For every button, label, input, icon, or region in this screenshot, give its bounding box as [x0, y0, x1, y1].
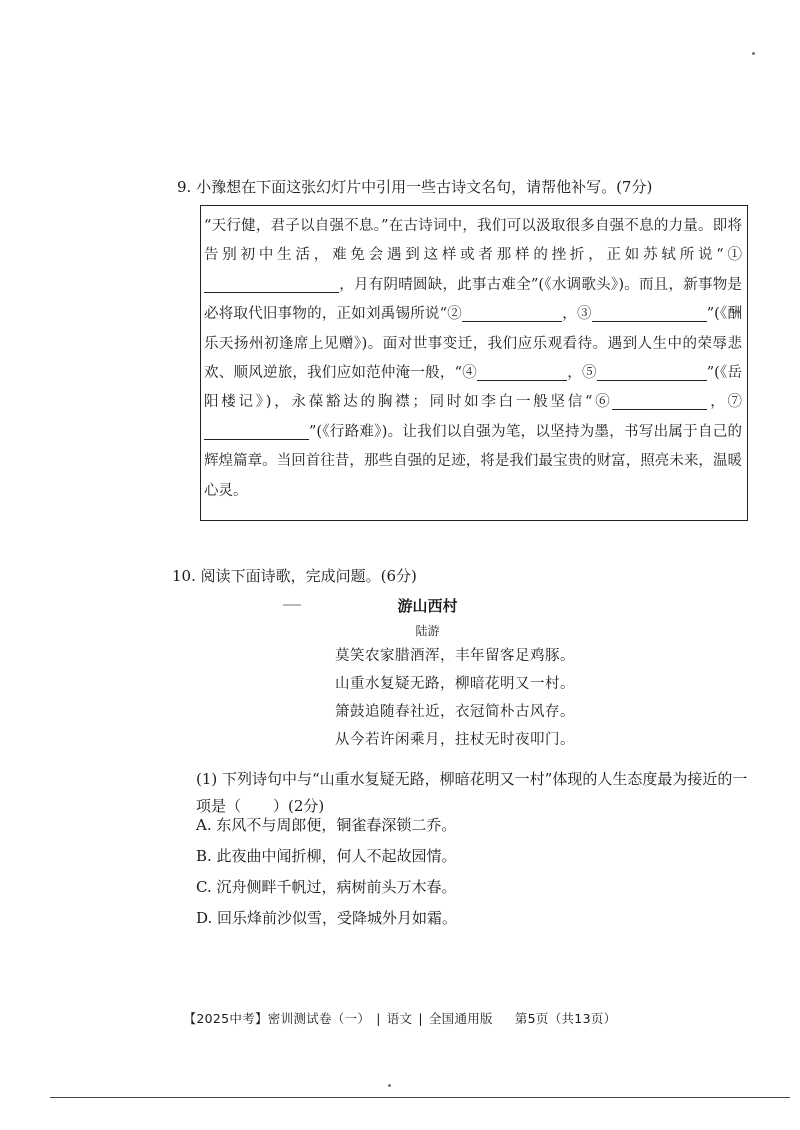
option-b[interactable]: B. 此夜曲中闻折柳，何人不起故园情。 [196, 847, 457, 865]
poem-line: 山重水复疑无路，柳暗花明又一村。 [335, 676, 575, 692]
slide-text-part: ，月有阴晴圆缺，此事古难全”(《水调歌头》)。而且，新事物是必将取代旧事物的，正如刘禹锡所说“ [204, 276, 742, 323]
blank-4[interactable] [477, 362, 567, 381]
scan-speck [388, 1084, 391, 1087]
slide-text-part: ， [566, 365, 582, 382]
sub-question-stem: (1) 下列诗句中与“山重水复疑无路，柳暗花明又一村”体现的人生态度最为接近的一项是（ [196, 770, 748, 815]
poem-line: 从今若许闲乘月，拄杖无时夜叩门。 [335, 732, 575, 748]
blank-marker-3: ③ [577, 306, 592, 323]
page-footer [0, 1009, 800, 1027]
poem-line: 莫笑农家腊酒浑，丰年留客足鸡豚。 [335, 648, 575, 664]
slide-text-part: ， [562, 306, 578, 323]
blank-marker-4: ④ [461, 365, 477, 382]
scan-speck [752, 52, 755, 55]
blank-marker-2: ② [447, 306, 463, 323]
slide-text-part: ， [707, 394, 728, 411]
question-10-title: 10. 阅读下面诗歌，完成问题。(6分) [172, 567, 417, 585]
question-9-title: 9. 小豫想在下面这张幻灯片中引用一些古诗文名句，请帮他补写。(7分) [177, 178, 653, 196]
slide-text-part: “天行健，君子以自强不息。”在古诗词中，我们可以汲取很多自强不息的力量。即将告别初中生活，难免会遇到这样或者那样的挫折，正如苏轼所说“ [204, 218, 742, 264]
blank-7[interactable] [204, 421, 309, 440]
slide-text-part: ”(《岳阳楼记》)，永葆豁达的胸襟；同时如李白一般坚信“ [204, 365, 743, 411]
poem-title: 游山西村 [397, 597, 458, 615]
scan-smudge [283, 604, 301, 606]
blank-marker-1: ① [723, 247, 742, 264]
blank-2[interactable] [462, 303, 562, 322]
sub-question-score: ）(2分) [273, 797, 325, 815]
poem-line: 箫鼓追随春社近，衣冠简朴古风存。 [335, 704, 575, 720]
footer-edition: 全国通用版 [428, 1011, 493, 1026]
slide-box [200, 205, 748, 521]
footer-exam-name: 【2025中考】密训测试卷（一） [183, 1011, 371, 1026]
footer-subject: 语文 [386, 1011, 413, 1026]
blank-6[interactable] [612, 391, 707, 410]
footer-page-number: 第5页（共13页） [514, 1011, 617, 1026]
poem-author: 陆游 [415, 624, 440, 638]
blank-3[interactable] [592, 303, 707, 322]
slide-text-part: ”(《行路难》)。让我们以自强为笔，以坚持为墨，书写出属于自己的辉煌篇章。当回首往昔，那些自强的足迹，将是我们最宝贵的财富，照亮未来，温暖心灵。 [204, 423, 742, 499]
footer-separator: | [376, 1011, 381, 1026]
bottom-rule [50, 1097, 790, 1098]
slide-text [204, 212, 742, 506]
sub-question-1 [196, 766, 752, 820]
blank-5[interactable] [597, 362, 707, 381]
blank-marker-5: ⑤ [581, 365, 597, 382]
blank-marker-7: ⑦ [727, 394, 742, 411]
option-c[interactable]: C. 沉舟侧畔千帆过，病树前头万木春。 [196, 878, 457, 896]
blank-1[interactable] [204, 274, 339, 293]
blank-marker-6: ⑥ [592, 394, 613, 411]
footer-separator: | [418, 1011, 423, 1026]
option-a[interactable]: A. 东风不与周郎便，铜雀春深锁二乔。 [196, 816, 457, 834]
option-d[interactable]: D. 回乐烽前沙似雪，受降城外月如霜。 [196, 909, 458, 927]
slide-text-part: ”(《酬乐天扬州初逢席上见赠》)。面对世事变迁，我们应乐观看待。遇到人生中的荣辱悲欢、顺风逆旅，我们应如范仲淹一般，“ [204, 306, 743, 382]
